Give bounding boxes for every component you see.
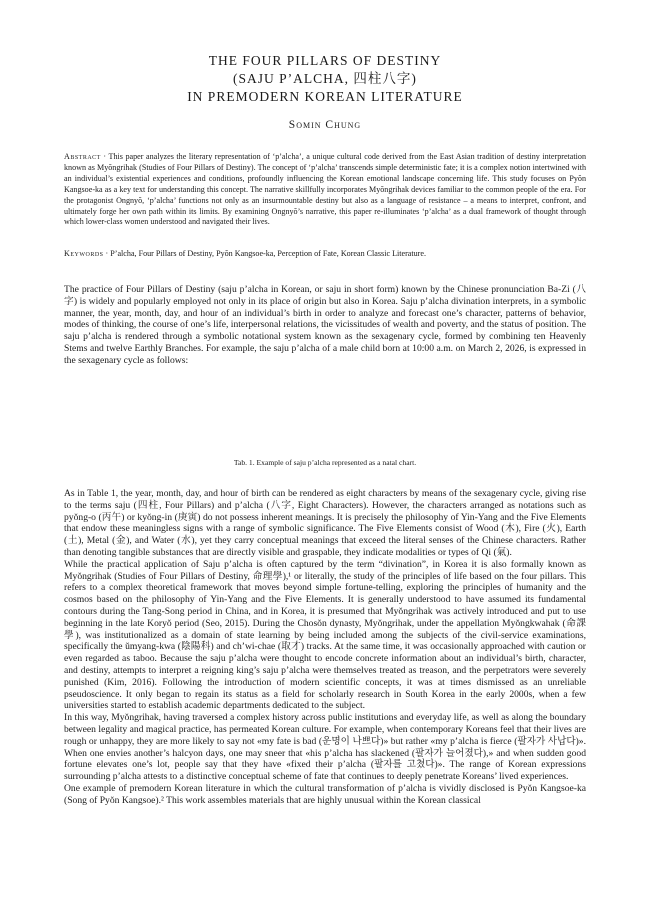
title-line-3: IN PREMODERN KOREAN LITERATURE — [187, 89, 463, 104]
abstract-text: This paper analyzes the literary representation of ‘p’alcha’, a unique cultural code derived from the East Asian tradition of destiny interpretation known as Myŏngrihak (Studies of Four Pillars of Destiny). The concept of ‘p’alcha’ transcends simple deterministic fate; it is a complex notion intertwined with an individual’s existential experiences and conditions, profoundly influencing the Korean emotional landscape concerning life. This study focuses on Pyŏn Kangsoe-ka as a key text for understanding this concept. The narrative skillfully incorporates Myŏngrihak devices familiar to the common people of the era. For the protagonist Ongnyŏ, ‘p’alcha’ functions not only as an insurmountable destiny but also as a language of resistance – a means to interpret, confront, and ultimately forge her own path within its limits. By examining Ongnyŏ’s narrative, this paper re-illuminates ‘p’alcha’ as a dual framework of thought through which lower-class women understood and navigated their lives. — [64, 152, 586, 227]
title-line-1: THE FOUR PILLARS OF DESTINY — [208, 53, 442, 68]
title-block — [0, 52, 650, 131]
keywords-separator: · — [103, 249, 111, 258]
abstract-separator: · — [100, 152, 109, 161]
abstract — [64, 152, 586, 228]
title-line-2: (SAJU P’ALCHA, 四柱八字) — [233, 71, 417, 86]
keywords-label: Keywords — [64, 249, 104, 258]
keywords-text: P’alcha, Four Pillars of Destiny, Pyŏn Kangsoe-ka, Perception of Fate, Korean Classic Literature. — [110, 249, 426, 258]
body-paragraph-1: The practice of Four Pillars of Destiny (saju p’alcha in Korean, or saju in short form) known by the Chinese pronunciation Ba-Zi (八字) is widely and popularly employed not only in its place of origin but also in Korea. Saju p’alcha divination interprets, in a symbolic manner, the year, month, day, and hour of an individual’s birth in order to analyze and forecast one’s character, patterns of behavior, modes of thinking, the course of one’s life, interpersonal relations, the vicissitudes of wealth and poverty, and the status of position. The saju p’alcha is rendered through a symbolic notational system known as the sexagenary cycle, formed by combining ten Heavenly Stems and twelve Earthly Branches. For example, the saju p’alcha of a male child born at 10:00 a.m. on March 2, 2026, is expressed in the sexagenary cycle as follows: — [64, 284, 586, 366]
body-text-block — [64, 488, 586, 807]
body-paragraph-3: While the practical application of Saju p’alcha is often captured by the term “divination”, in Korea it is also formally known as Myŏngrihak (Studies of Four Pillars of Destiny, 命理學),¹ or literally, the study of the principles of life based on the four pillars. This refers to a complex theoretical framework that moves beyond simple fortune-telling, exploring the principles of humanity and the cosmos based on the philosophy of Yin-Yang and the Five Elements. It is generally understood to have assumed its fundamental contours during the Tang-Song period in China, and in Korea, it is presumed that Myŏngrihak was actively introduced and put to use beginning in the late Koryŏ period (Seo, 2015). During the Chosŏn dynasty, Myŏngrihak, under the appellation Myŏngkwahak (命課學), was institutionalized as a domain of state learning by being included among the subjects of the civil-service examinations, specifically the ŭmyang-kwa (陰陽科) and ch’wi-chae (取才) tracks. At the same time, it was occasionally approached with caution or even regarded as taboo. Because the saju p’alcha were thought to encode concrete information about an individual’s birth, character, and destiny, attempts to interpret a reigning king’s saju p’alcha were themselves treated as treason, and the perpetrators were severely punished (Kim, 2016). Following the introduction of modern scientific concepts, it was at times dismissed as an unreliable pseudoscience. It only began to regain its status as a field for scholarly research in South Korea in the early 2000s, when a few universities started to establish academic departments dedicated to the subject. — [64, 558, 586, 712]
body-paragraph-5: One example of premodern Korean literature in which the cultural transformation of p’alcha is vividly disclosed is Pyŏn Kangsoe-ka (Song of Pyŏn Kangsoe).² This work assembles materials that are highly unusual within the Korean classical — [64, 782, 586, 806]
author-name: Somin Chung — [288, 119, 362, 131]
table-caption: Tab. 1. Example of saju p’alcha represented as a natal chart. — [233, 458, 417, 467]
body-paragraph-2: As in Table 1, the year, month, day, and hour of birth can be rendered as eight characters by means of the sexagenary cycle, giving rise to the terms saju (四柱, Four Pillars) and p’alcha (八字, Eight Characters). However, the characters arranged as notations such as pyŏng-o (丙午) or kyŏng-in (庚寅) do not possess inherent meanings. It is precisely the philosophy of Yin-Yang and the Five Elements that endow these meaningless signs with a range of symbolic significance. The Five Elements consist of Wood (木), Fire (火), Earth (土), Metal (金), and Water (水), yet they carry conceptual meanings that exceed the literal senses of the Chinese characters. Rather than denoting tangible substances that are directly visible and graspable, they indicate modalities or types of Qi (氣). — [64, 488, 586, 558]
abstract-label: Abstract — [64, 152, 101, 161]
body-paragraph-4: In this way, Myŏngrihak, having traversed a complex history across public institutions and everyday life, as well as along the boundary between legality and magical practice, has permeated Korean culture. For example, when contemporary Koreans feel that their lives are rough or unhappy, they are more likely to say not «my fate is bad (운명이 나쁘다)» but rather «my p’alcha is fierce (팔자가 사납다)». When one envies another’s halcyon days, one may sneer that «his p’alcha has slackened (팔자가 늘어졌다),» and when sudden good fortune elevates one’s lot, people say that they have «fixed their p’alcha (팔자를 고쳤다)». The range of Korean expressions surrounding p’alcha attests to a distinctive conceptual scheme of fate that continues to deeply penetrate Koreans’ lived experiences. — [64, 712, 586, 783]
keywords — [64, 249, 586, 260]
